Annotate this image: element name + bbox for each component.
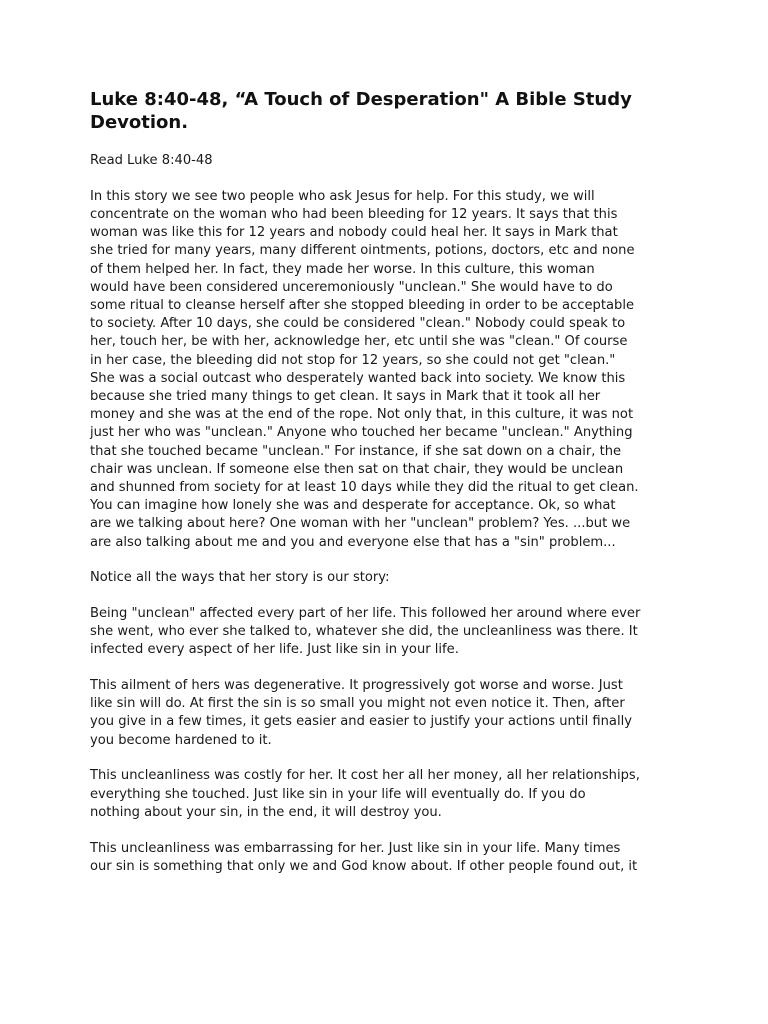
document-title: Luke 8:40-48, “A Touch of Desperation" A Bible Study Devotion. bbox=[90, 89, 632, 133]
paragraph-unclean-affected: Being "unclean" affected every part of her life. This followed her around where ever she went, who ever she talked to, whatever she did, the uncleanliness was there. It infected every aspect of her life. Just like sin in your life. bbox=[90, 605, 641, 658]
document-body bbox=[90, 88, 690, 893]
paragraph-story-intro: In this story we see two people who ask Jesus for help. For this study, we will concentrate on the woman who had been bleeding for 12 years. It says that this woman was like this for 12 years and nobody could heal her. It says in Mark that she tried for many years, many different ointments, potions, doctors, etc and none of them helped her. In fact, they made her worse. In this culture, this woman would have been considered unceremoniously "unclean." She would have to do some ritual to cleanse herself after she stopped bleeding in order to be acceptable to society. After 10 days, she could be considered "clean." Nobody could speak to her, touch her, be with her, acknowledge her, etc until she was "clean." Of course in her case, the bleeding did not stop for 12 years, so she could not get "clean." She was a social outcast who desperately wanted back into society. We know this because she tried many things to get clean. It says in Mark that it took all her money and she was at the end of the rope. Not only that, in this culture, it was not just her who was "unclean." Anyone who touched her became "unclean." Anything that she touched became "unclean." For instance, if she sat down on a chair, the chair was unclean. If someone else then sat on that chair, they would be unclean and shunned from society for at least 10 days while they did the ritual to get clean. You can imagine how lonely she was and desperate for acceptance. Ok, so what are we talking about here? One woman with her "unclean" problem? Yes. ...but we are also talking about me and you and everyone else that has a "sin" problem... bbox=[90, 188, 639, 550]
paragraph-degenerative: This ailment of hers was degenerative. It progressively got worse and worse. Just like sin will do. At first the sin is so small you might not even notice it. Then, after you give in a few times, it gets easier and easier to justify your actions until finally you become hardened to it. bbox=[90, 678, 632, 748]
paragraph-read-instruction: Read Luke 8:40-48 bbox=[90, 153, 213, 168]
paragraph-notice: Notice all the ways that her story is our story: bbox=[90, 570, 390, 586]
paragraph-costly: This uncleanliness was costly for her. It cost her all her money, all her relationships, everything she touched. Just like sin in your life will eventually do. If you do nothing about your sin, in the end, it will destroy you. bbox=[90, 768, 640, 820]
paragraph-embarrassing: This uncleanliness was embarrassing for her. Just like sin in your life. Many times our sin is something that only we and God know about. If other people found out, it bbox=[90, 840, 638, 874]
